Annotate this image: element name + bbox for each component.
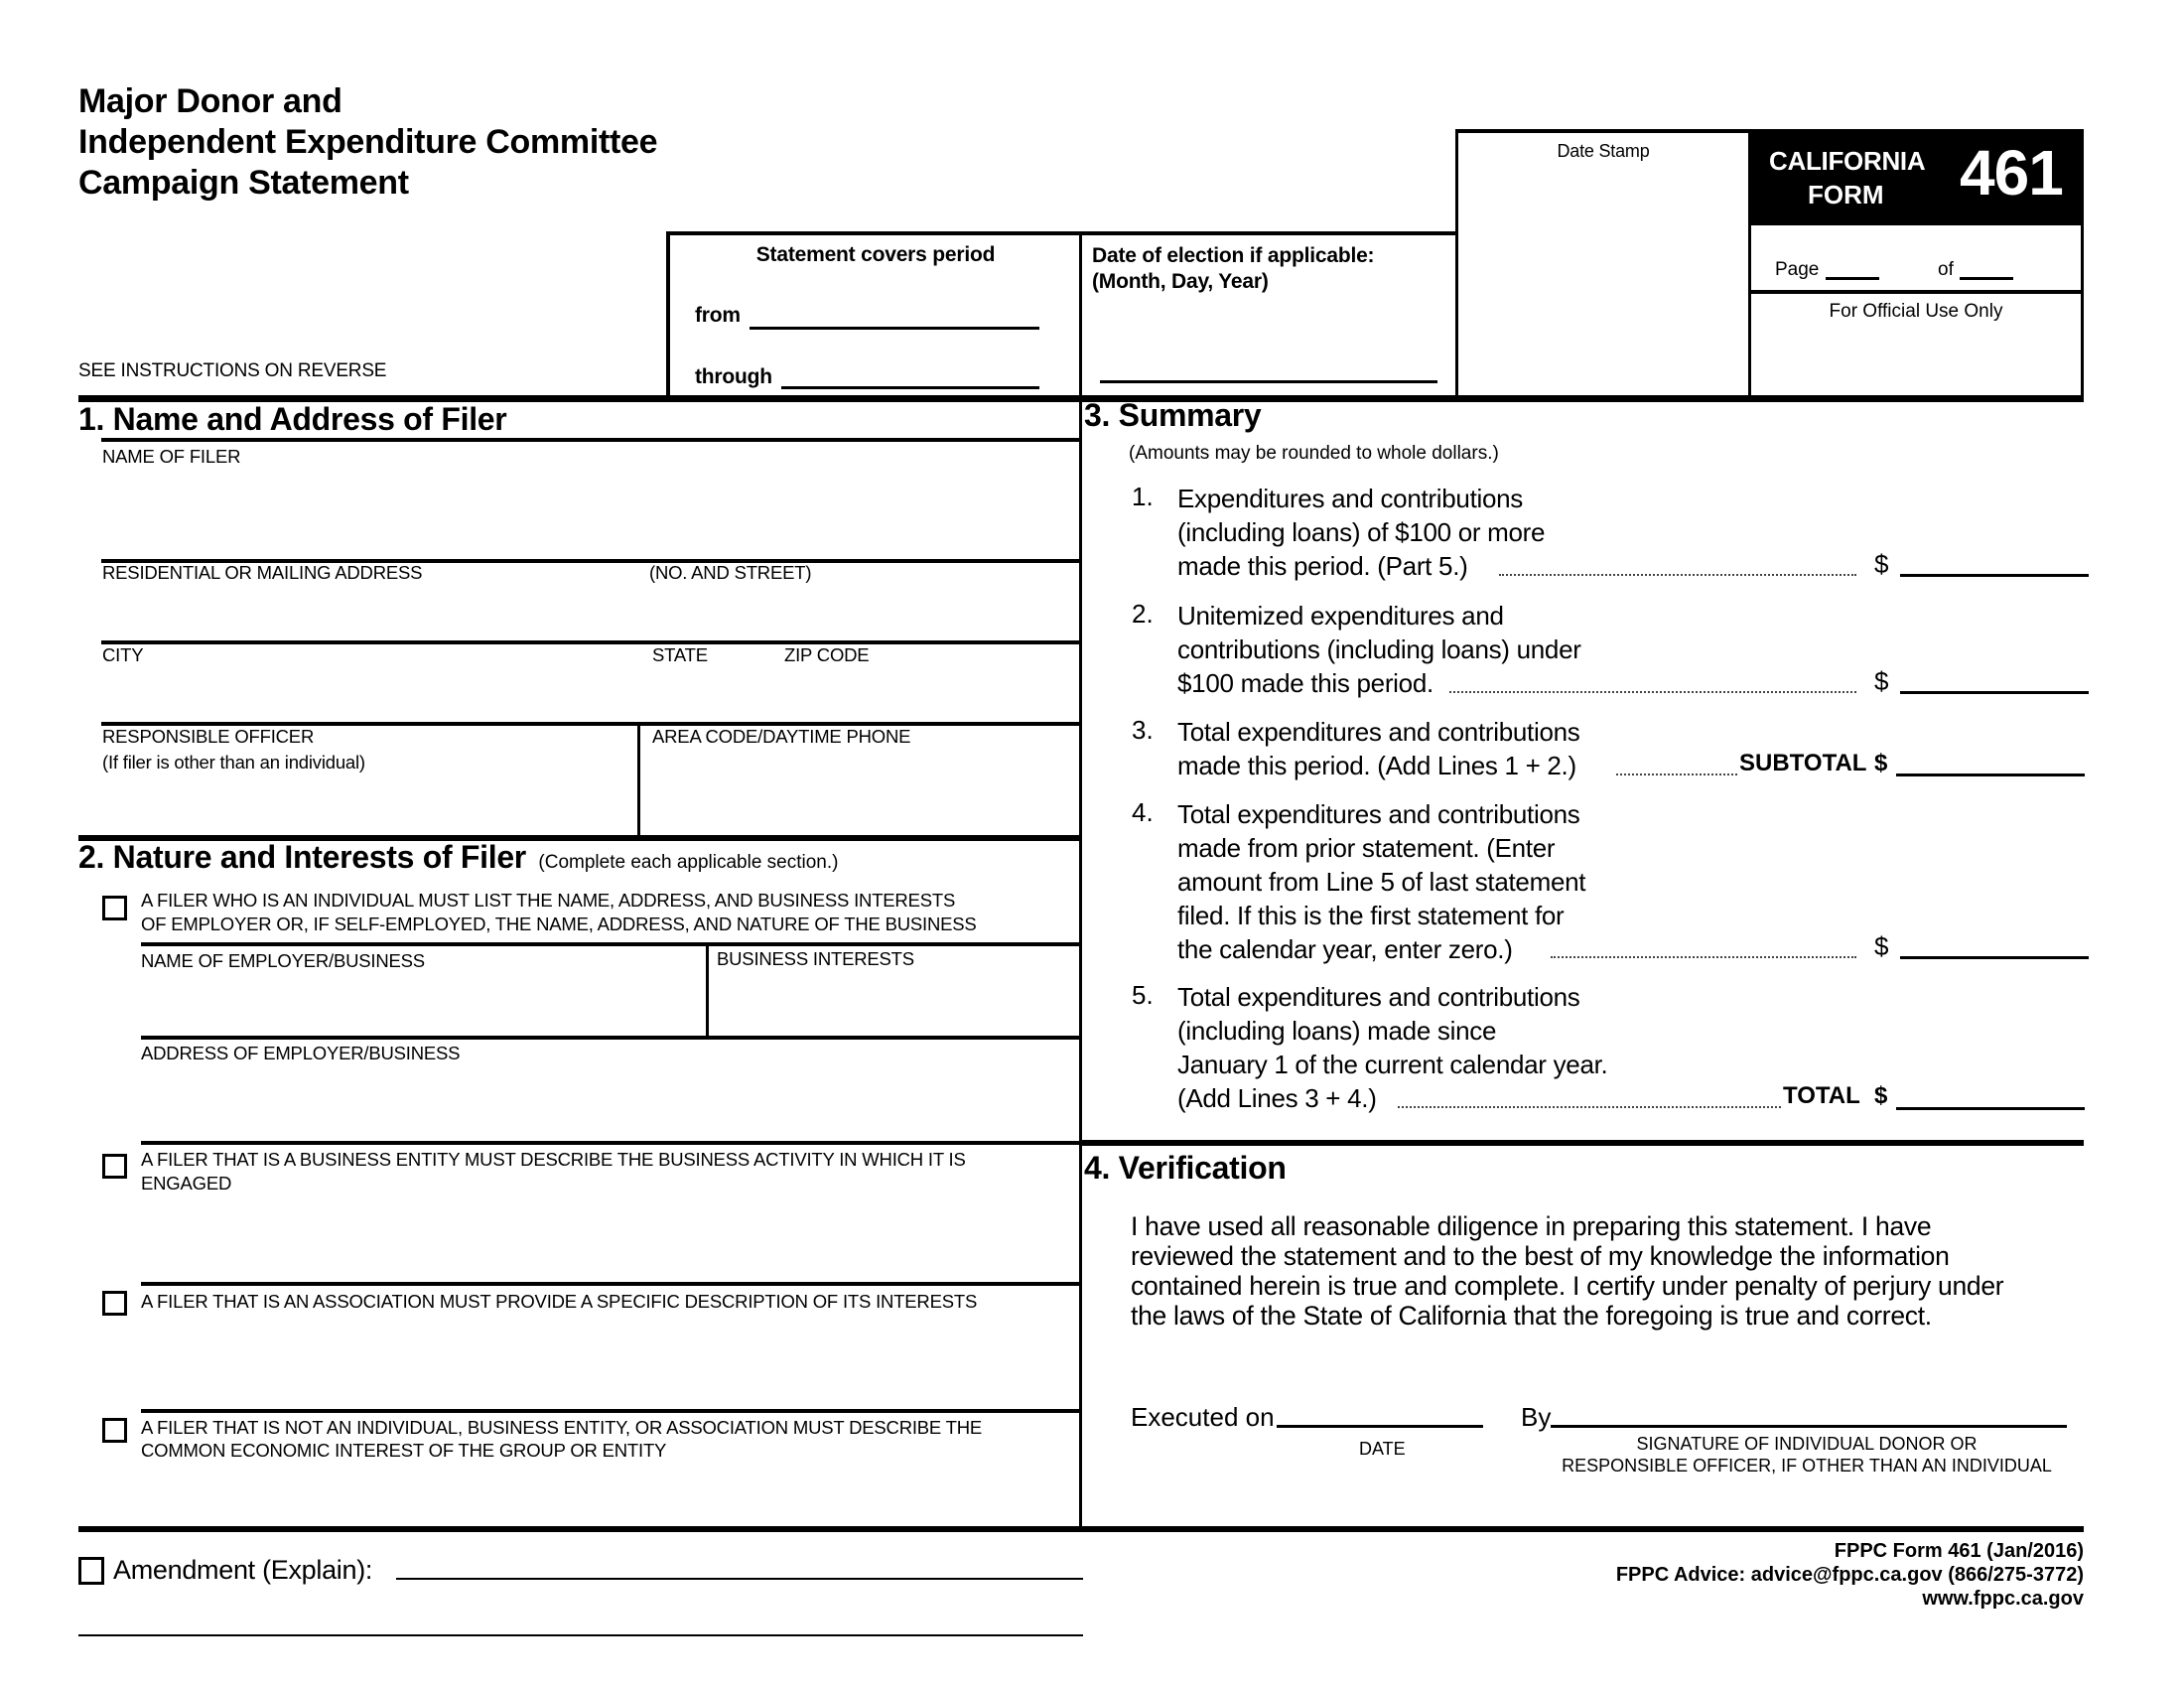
verification-text-line: contained herein is true and complete. I certify under penalty of perjury under <box>1131 1271 2004 1301</box>
amendment-label: Amendment (Explain): <box>113 1555 373 1585</box>
name-of-filer-field[interactable] <box>101 467 1079 558</box>
individual-instruction-2: OF EMPLOYER OR, IF SELF-EMPLOYED, THE NAME, ADDRESS, AND NATURE OF THE BUSINESS <box>141 914 977 934</box>
statement-period-box <box>666 231 1081 397</box>
form-title-line-1: Major Donor and <box>78 82 342 120</box>
summary-line-5-text: Total expenditures and contributions <box>1177 982 1580 1012</box>
section-4-heading: 4. Verification <box>1084 1150 1287 1186</box>
employer-name-label: NAME OF EMPLOYER/BUSINESS <box>141 950 425 971</box>
association-instruction: A FILER THAT IS AN ASSOCIATION MUST PROVIDE A SPECIFIC DESCRIPTION OF ITS INTERESTS <box>141 1291 978 1312</box>
association-checkbox[interactable] <box>102 1291 127 1316</box>
divider <box>141 1141 1081 1145</box>
city-state-zip-field[interactable] <box>101 667 1079 722</box>
individual-instruction-1: A FILER WHO IS AN INDIVIDUAL MUST LIST THE NAME, ADDRESS, AND BUSINESS INTERESTS <box>141 890 956 911</box>
dot-leader <box>1499 574 1856 576</box>
summary-line-1-number: 1. <box>1132 482 1154 511</box>
official-use-label: For Official Use Only <box>1829 301 2003 322</box>
phone-label: AREA CODE/DAYTIME PHONE <box>652 726 911 747</box>
form-badge-form: FORM <box>1808 180 1884 210</box>
form-title-line-3: Campaign Statement <box>78 164 409 202</box>
other-filer-instruction-2: COMMON ECONOMIC INTEREST OF THE GROUP OR ENTITY <box>141 1440 667 1461</box>
zip-label: ZIP CODE <box>784 644 870 665</box>
verification-text-line: I have used all reasonable diligence in preparing this statement. I have <box>1131 1211 1932 1241</box>
address-sublabel: (NO. AND STREET) <box>649 562 812 583</box>
fppc-advice: FPPC Advice: advice@fppc.ca.gov (866/275-3772) <box>1615 1564 2084 1586</box>
divider <box>141 1409 1081 1413</box>
employer-address-label: ADDRESS OF EMPLOYER/BUSINESS <box>141 1043 461 1063</box>
verification-text <box>1131 1211 2003 1331</box>
verification-text-line: the laws of the State of California that the foregoing is true and correct. <box>1131 1301 1932 1331</box>
date-caption: DATE <box>1359 1439 1406 1459</box>
summary-line-5-text: January 1 of the current calendar year. <box>1177 1050 1608 1079</box>
name-of-filer-label: NAME OF FILER <box>102 446 241 467</box>
summary-line-2-amount[interactable] <box>1900 666 2089 694</box>
page-label: Page <box>1775 259 1820 280</box>
divider <box>101 640 1081 644</box>
dot-leader <box>1551 956 1856 958</box>
election-date-format: (Month, Day, Year) <box>1092 270 1269 293</box>
summary-line-4-text: the calendar year, enter zero.) <box>1177 934 1513 964</box>
dollar-sign: $ <box>1874 666 1889 696</box>
summary-line-1-text: made this period. (Part 5.) <box>1177 551 1468 581</box>
divider <box>637 722 640 837</box>
from-date-field[interactable] <box>750 303 1039 330</box>
business-entity-checkbox[interactable] <box>102 1154 127 1179</box>
business-entity-instruction-1: A FILER THAT IS A BUSINESS ENTITY MUST DESCRIBE THE BUSINESS ACTIVITY IN WHICH IT IS <box>141 1149 966 1170</box>
address-field[interactable] <box>101 586 1079 640</box>
section-2-heading: 2. Nature and Interests of Filer <box>78 839 526 875</box>
other-filer-checkbox[interactable] <box>102 1418 127 1443</box>
section-2-header <box>78 839 838 876</box>
address-label: RESIDENTIAL OR MAILING ADDRESS <box>102 562 423 583</box>
of-label: of <box>1938 259 1954 280</box>
form-badge <box>1751 132 2081 225</box>
summary-line-1-text: (including loans) of $100 or more <box>1177 517 1546 547</box>
dot-leader <box>1398 1106 1781 1108</box>
summary-line-4-amount[interactable] <box>1900 931 2089 959</box>
divider <box>706 942 709 1038</box>
summary-line-3-amount[interactable] <box>1896 749 2085 776</box>
from-label: from <box>695 304 741 327</box>
dot-leader <box>1616 774 1737 775</box>
through-date-field[interactable] <box>781 362 1039 389</box>
business-interests-field[interactable] <box>711 973 1078 1035</box>
responsible-officer-label: RESPONSIBLE OFFICER <box>102 726 315 747</box>
summary-line-2-number: 2. <box>1132 599 1154 629</box>
through-label: through <box>695 365 772 388</box>
business-entity-instruction-2: ENGAGED <box>141 1173 232 1194</box>
divider <box>141 942 1081 946</box>
summary-line-1-amount[interactable] <box>1900 549 2089 577</box>
summary-line-2-text: contributions (including loans) under <box>1177 634 1581 664</box>
summary-line-5-amount[interactable] <box>1896 1082 2085 1110</box>
executed-on-label: Executed on <box>1131 1402 1275 1432</box>
see-instructions: SEE INSTRUCTIONS ON REVERSE <box>78 360 387 381</box>
statement-period-label: Statement covers period <box>755 243 996 266</box>
divider <box>141 1036 1081 1040</box>
form-number: 461 <box>1960 137 2063 209</box>
summary-line-5-text: (including loans) made since <box>1177 1016 1497 1046</box>
divider <box>101 438 1081 442</box>
form-version: FPPC Form 461 (Jan/2016) <box>1834 1540 2084 1562</box>
employer-name-field[interactable] <box>141 973 703 1035</box>
other-filer-instruction-1: A FILER THAT IS NOT AN INDIVIDUAL, BUSINESS ENTITY, OR ASSOCIATION MUST DESCRIBE THE <box>141 1417 983 1438</box>
section-3-note: (Amounts may be rounded to whole dollars.) <box>1129 443 1499 464</box>
date-stamp-box <box>1455 129 1750 397</box>
summary-line-4-text: filed. If this is the first statement for <box>1177 901 1565 930</box>
phone-field[interactable] <box>641 750 1078 834</box>
state-label: STATE <box>652 644 708 665</box>
section-2-note: (Complete each applicable section.) <box>538 852 839 873</box>
section-3-heading: 3. Summary <box>1084 397 1262 433</box>
form-badge-box <box>1748 129 2084 397</box>
summary-line-4-number: 4. <box>1132 797 1154 827</box>
by-label: By <box>1521 1402 1552 1432</box>
amendment-explain-field-line-2[interactable] <box>78 1634 1083 1636</box>
business-interests-label: BUSINESS INTERESTS <box>717 948 914 969</box>
form-title <box>78 81 657 204</box>
signature-caption-line: RESPONSIBLE OFFICER, IF OTHER THAN AN INDIVIDUAL <box>1562 1456 2052 1476</box>
column-divider <box>1079 395 1082 1532</box>
amendment-explain-field[interactable] <box>396 1578 1083 1580</box>
summary-line-3-text: Total expenditures and contributions <box>1177 717 1580 747</box>
signature-caption <box>1549 1433 2065 1477</box>
dot-leader <box>1449 691 1856 693</box>
dollar-sign: $ <box>1874 549 1889 579</box>
election-date-box <box>1079 231 1457 397</box>
page-number-field[interactable] <box>1826 255 1879 280</box>
form-footer <box>1616 1539 2084 1611</box>
summary-line-3-text: made this period. (Add Lines 1 + 2.) <box>1177 751 1576 780</box>
summary-line-1-text: Expenditures and contributions <box>1177 484 1524 513</box>
election-date-field[interactable] <box>1100 356 1437 383</box>
divider <box>1751 290 2081 294</box>
summary-line-4-text: made from prior statement. (Enter <box>1177 833 1556 863</box>
dollar-sign: $ <box>1874 931 1889 961</box>
fppc-website: www.fppc.ca.gov <box>1922 1588 2084 1610</box>
dollar-sign: $ <box>1874 1082 1888 1109</box>
amendment-checkbox[interactable] <box>78 1557 104 1585</box>
divider <box>141 1282 1081 1286</box>
city-label: CITY <box>102 644 144 665</box>
subtotal-label: SUBTOTAL <box>1739 750 1867 776</box>
verification-text-line: reviewed the statement and to the best of my knowledge the information <box>1131 1241 1950 1271</box>
dollar-sign: $ <box>1874 750 1888 776</box>
association-field[interactable] <box>141 1317 1078 1406</box>
responsible-officer-note: (If filer is other than an individual) <box>102 752 365 773</box>
executed-date-field[interactable] <box>1277 1400 1483 1428</box>
signature-caption-line: SIGNATURE OF INDIVIDUAL DONOR OR <box>1636 1434 1978 1454</box>
responsible-officer-field[interactable] <box>101 776 635 834</box>
election-date-label: Date of election if applicable: <box>1092 244 1375 267</box>
signature-field[interactable] <box>1551 1400 2067 1428</box>
summary-line-4-text: Total expenditures and contributions <box>1177 799 1580 829</box>
section-1-heading: 1. Name and Address of Filer <box>78 401 507 437</box>
date-stamp-label: Date Stamp <box>1557 141 1650 161</box>
page-total-field[interactable] <box>1960 255 2013 280</box>
other-filer-field[interactable] <box>141 1466 1078 1525</box>
individual-checkbox[interactable] <box>102 896 127 920</box>
form-badge-state: CALIFORNIA <box>1769 146 1926 176</box>
total-label: TOTAL <box>1783 1082 1860 1109</box>
section-4-divider <box>1081 1140 2084 1146</box>
employer-address-field[interactable] <box>141 1066 1078 1140</box>
business-entity-field[interactable] <box>141 1199 1078 1281</box>
summary-line-5-number: 5. <box>1132 980 1154 1010</box>
summary-line-2-text: Unitemized expenditures and <box>1177 601 1504 631</box>
summary-line-3-number: 3. <box>1132 715 1154 745</box>
summary-line-2-text: $100 made this period. <box>1177 668 1433 698</box>
footer-divider <box>78 1526 2084 1532</box>
form-title-line-2: Independent Expenditure Committee <box>78 123 658 161</box>
summary-line-4-text: amount from Line 5 of last statement <box>1177 867 1586 897</box>
summary-line-5-text: (Add Lines 3 + 4.) <box>1177 1083 1377 1113</box>
